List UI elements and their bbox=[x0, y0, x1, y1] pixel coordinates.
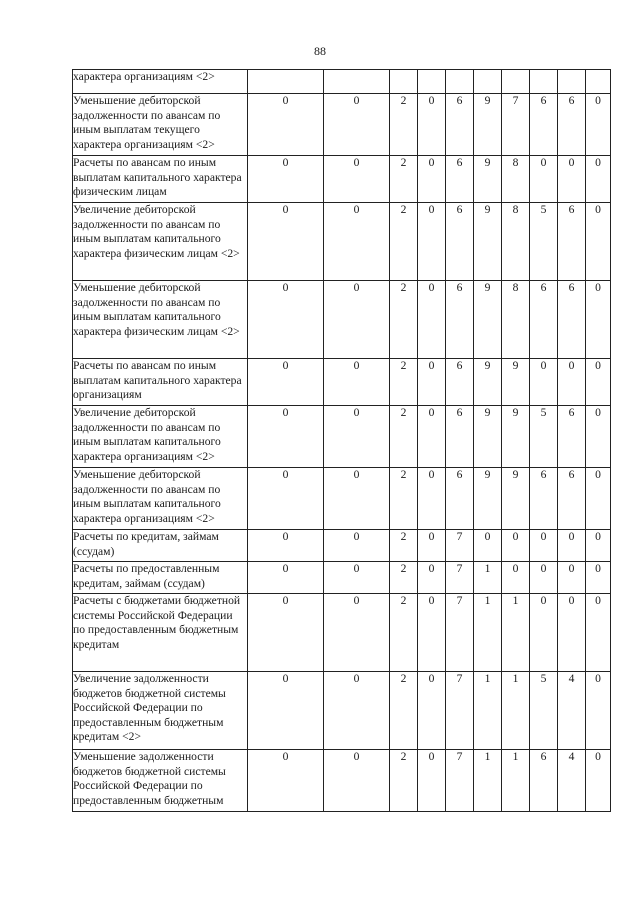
code-digit-cell: 2 bbox=[390, 530, 418, 562]
table-row bbox=[73, 672, 611, 750]
code-digit-cell: 2 bbox=[390, 562, 418, 594]
code-digit-cell: 6 bbox=[558, 406, 586, 468]
code-digit-cell: 5 bbox=[530, 672, 558, 750]
code-digit-cell: 2 bbox=[390, 203, 418, 281]
code-digit-cell: 8 bbox=[502, 156, 530, 203]
account-name-cell: Уменьшение дебиторской задолженности по авансам по иным выплатам капитального характера организациям <2> bbox=[73, 468, 248, 530]
code-digit-cell: 2 bbox=[390, 594, 418, 672]
code-digit-cell: 0 bbox=[418, 468, 446, 530]
code-digit-cell: 2 bbox=[390, 406, 418, 468]
table-row bbox=[73, 562, 611, 594]
code-digit-cell: 2 bbox=[390, 750, 418, 812]
account-name-cell: Увеличение задолженности бюджетов бюджетной системы Российской Федерации по предоставленным бюджетным кредитам <2> bbox=[73, 672, 248, 750]
code-digit-cell: 0 bbox=[324, 562, 390, 594]
code-digit-cell: 6 bbox=[530, 468, 558, 530]
code-digit-cell: 0 bbox=[418, 281, 446, 359]
code-digit-cell bbox=[418, 70, 446, 94]
code-digit-cell: 0 bbox=[418, 359, 446, 406]
code-digit-cell: 6 bbox=[530, 281, 558, 359]
code-digit-cell: 0 bbox=[418, 672, 446, 750]
code-digit-cell: 6 bbox=[446, 156, 474, 203]
table-row bbox=[73, 281, 611, 359]
code-digit-cell: 0 bbox=[586, 594, 611, 672]
code-digit-cell bbox=[324, 70, 390, 94]
code-digit-cell: 0 bbox=[324, 468, 390, 530]
code-digit-cell: 0 bbox=[530, 530, 558, 562]
account-name-cell: Уменьшение дебиторской задолженности по авансам по иным выплатам капитального характера физическим лицам <2> bbox=[73, 281, 248, 359]
code-digit-cell: 1 bbox=[474, 562, 502, 594]
code-digit-cell: 6 bbox=[558, 281, 586, 359]
code-digit-cell: 0 bbox=[248, 750, 324, 812]
account-name-cell: Расчеты по предоставленным кредитам, займам (ссудам) bbox=[73, 562, 248, 594]
code-digit-cell: 9 bbox=[474, 203, 502, 281]
code-digit-cell: 0 bbox=[418, 750, 446, 812]
table-row bbox=[73, 594, 611, 672]
code-digit-cell bbox=[390, 70, 418, 94]
code-digit-cell: 7 bbox=[446, 562, 474, 594]
code-digit-cell: 7 bbox=[446, 672, 474, 750]
code-digit-cell: 0 bbox=[558, 562, 586, 594]
code-digit-cell: 0 bbox=[530, 594, 558, 672]
page-number: 88 bbox=[314, 44, 326, 58]
code-digit-cell: 8 bbox=[502, 281, 530, 359]
code-digit-cell: 0 bbox=[530, 156, 558, 203]
account-codes-table bbox=[72, 69, 611, 812]
table-row bbox=[73, 156, 611, 203]
code-digit-cell: 9 bbox=[474, 468, 502, 530]
code-digit-cell: 0 bbox=[558, 530, 586, 562]
account-name-cell: Увеличение дебиторской задолженности по авансам по иным выплатам капитального характера физическим лицам <2> bbox=[73, 203, 248, 281]
code-digit-cell: 0 bbox=[586, 750, 611, 812]
code-digit-cell: 0 bbox=[586, 562, 611, 594]
code-digit-cell: 9 bbox=[502, 359, 530, 406]
code-digit-cell: 0 bbox=[248, 94, 324, 156]
table-row bbox=[73, 203, 611, 281]
account-name-cell: Увеличение дебиторской задолженности по авансам по иным выплатам капитального характера организациям <2> bbox=[73, 406, 248, 468]
account-name-cell: Расчеты по кредитам, займам (ссудам) bbox=[73, 530, 248, 562]
table-row bbox=[73, 750, 611, 812]
code-digit-cell: 0 bbox=[586, 468, 611, 530]
code-digit-cell bbox=[474, 70, 502, 94]
table-row bbox=[73, 359, 611, 406]
code-digit-cell: 7 bbox=[446, 530, 474, 562]
code-digit-cell: 0 bbox=[324, 406, 390, 468]
code-digit-cell: 0 bbox=[248, 406, 324, 468]
code-digit-cell: 0 bbox=[324, 281, 390, 359]
table-row bbox=[73, 406, 611, 468]
code-digit-cell: 0 bbox=[558, 359, 586, 406]
code-digit-cell: 0 bbox=[248, 359, 324, 406]
code-digit-cell: 0 bbox=[418, 530, 446, 562]
code-digit-cell: 1 bbox=[474, 594, 502, 672]
code-digit-cell: 0 bbox=[586, 281, 611, 359]
code-digit-cell: 4 bbox=[558, 672, 586, 750]
code-digit-cell: 0 bbox=[586, 530, 611, 562]
table-row bbox=[73, 70, 611, 94]
code-digit-cell: 2 bbox=[390, 468, 418, 530]
code-digit-cell: 0 bbox=[248, 281, 324, 359]
code-digit-cell: 0 bbox=[586, 406, 611, 468]
code-digit-cell: 0 bbox=[324, 94, 390, 156]
code-digit-cell: 0 bbox=[324, 156, 390, 203]
code-digit-cell bbox=[558, 70, 586, 94]
code-digit-cell bbox=[530, 70, 558, 94]
account-name-cell: Расчеты по авансам по иным выплатам капитального характера организациям bbox=[73, 359, 248, 406]
code-digit-cell: 9 bbox=[474, 406, 502, 468]
code-digit-cell: 0 bbox=[530, 359, 558, 406]
code-digit-cell: 0 bbox=[474, 530, 502, 562]
code-digit-cell: 0 bbox=[248, 468, 324, 530]
code-digit-cell: 0 bbox=[586, 94, 611, 156]
code-digit-cell: 9 bbox=[502, 406, 530, 468]
account-name-cell: характера организациям <2> bbox=[73, 70, 248, 94]
code-digit-cell: 0 bbox=[248, 203, 324, 281]
code-digit-cell bbox=[502, 70, 530, 94]
code-digit-cell: 6 bbox=[446, 468, 474, 530]
table-row bbox=[73, 468, 611, 530]
code-digit-cell: 0 bbox=[324, 672, 390, 750]
code-digit-cell: 6 bbox=[530, 750, 558, 812]
code-digit-cell: 0 bbox=[558, 156, 586, 203]
code-digit-cell: 9 bbox=[474, 94, 502, 156]
code-digit-cell: 4 bbox=[558, 750, 586, 812]
account-name-cell: Расчеты с бюджетами бюджетной системы Российской Федерации по предоставленным бюджетным кредитам bbox=[73, 594, 248, 672]
code-digit-cell: 6 bbox=[446, 94, 474, 156]
code-digit-cell: 6 bbox=[530, 94, 558, 156]
code-digit-cell bbox=[586, 70, 611, 94]
code-digit-cell: 9 bbox=[502, 468, 530, 530]
code-digit-cell: 7 bbox=[446, 750, 474, 812]
code-digit-cell: 0 bbox=[248, 156, 324, 203]
table-row bbox=[73, 530, 611, 562]
code-digit-cell: 1 bbox=[502, 594, 530, 672]
code-digit-cell: 6 bbox=[446, 203, 474, 281]
code-digit-cell: 2 bbox=[390, 156, 418, 203]
code-digit-cell: 0 bbox=[418, 562, 446, 594]
code-digit-cell: 2 bbox=[390, 281, 418, 359]
code-digit-cell: 0 bbox=[418, 594, 446, 672]
code-digit-cell: 1 bbox=[474, 672, 502, 750]
code-digit-cell: 9 bbox=[474, 156, 502, 203]
code-digit-cell: 0 bbox=[530, 562, 558, 594]
code-digit-cell: 0 bbox=[248, 562, 324, 594]
code-digit-cell: 2 bbox=[390, 94, 418, 156]
code-digit-cell: 0 bbox=[418, 203, 446, 281]
code-digit-cell: 9 bbox=[474, 281, 502, 359]
code-digit-cell: 0 bbox=[324, 750, 390, 812]
code-digit-cell: 0 bbox=[586, 203, 611, 281]
account-name-cell: Уменьшение задолженности бюджетов бюджетной системы Российской Федерации по предоставленным бюджетным bbox=[73, 750, 248, 812]
code-digit-cell: 0 bbox=[248, 672, 324, 750]
code-digit-cell: 1 bbox=[474, 750, 502, 812]
code-digit-cell bbox=[248, 70, 324, 94]
code-digit-cell bbox=[446, 70, 474, 94]
code-digit-cell: 0 bbox=[502, 562, 530, 594]
code-digit-cell: 2 bbox=[390, 359, 418, 406]
code-digit-cell: 6 bbox=[558, 203, 586, 281]
code-digit-cell: 0 bbox=[586, 359, 611, 406]
code-digit-cell: 6 bbox=[558, 94, 586, 156]
code-digit-cell: 1 bbox=[502, 672, 530, 750]
code-digit-cell: 0 bbox=[248, 530, 324, 562]
code-digit-cell: 0 bbox=[502, 530, 530, 562]
code-digit-cell: 9 bbox=[474, 359, 502, 406]
table-row bbox=[73, 94, 611, 156]
code-digit-cell: 5 bbox=[530, 406, 558, 468]
code-digit-cell: 6 bbox=[446, 406, 474, 468]
code-digit-cell: 0 bbox=[418, 94, 446, 156]
code-digit-cell: 7 bbox=[502, 94, 530, 156]
code-digit-cell: 0 bbox=[586, 156, 611, 203]
code-digit-cell: 1 bbox=[502, 750, 530, 812]
code-digit-cell: 0 bbox=[324, 203, 390, 281]
code-digit-cell: 0 bbox=[248, 594, 324, 672]
code-digit-cell: 0 bbox=[324, 530, 390, 562]
code-digit-cell: 0 bbox=[558, 594, 586, 672]
code-digit-cell: 5 bbox=[530, 203, 558, 281]
code-digit-cell: 0 bbox=[586, 672, 611, 750]
code-digit-cell: 7 bbox=[446, 594, 474, 672]
account-name-cell: Расчеты по авансам по иным выплатам капитального характера физическим лицам bbox=[73, 156, 248, 203]
code-digit-cell: 2 bbox=[390, 672, 418, 750]
code-digit-cell: 0 bbox=[324, 359, 390, 406]
code-digit-cell: 0 bbox=[324, 594, 390, 672]
account-name-cell: Уменьшение дебиторской задолженности по авансам по иным выплатам текущего характера организациям <2> bbox=[73, 94, 248, 156]
code-digit-cell: 0 bbox=[418, 156, 446, 203]
code-digit-cell: 6 bbox=[446, 359, 474, 406]
code-digit-cell: 8 bbox=[502, 203, 530, 281]
code-digit-cell: 6 bbox=[446, 281, 474, 359]
code-digit-cell: 0 bbox=[418, 406, 446, 468]
code-digit-cell: 6 bbox=[558, 468, 586, 530]
